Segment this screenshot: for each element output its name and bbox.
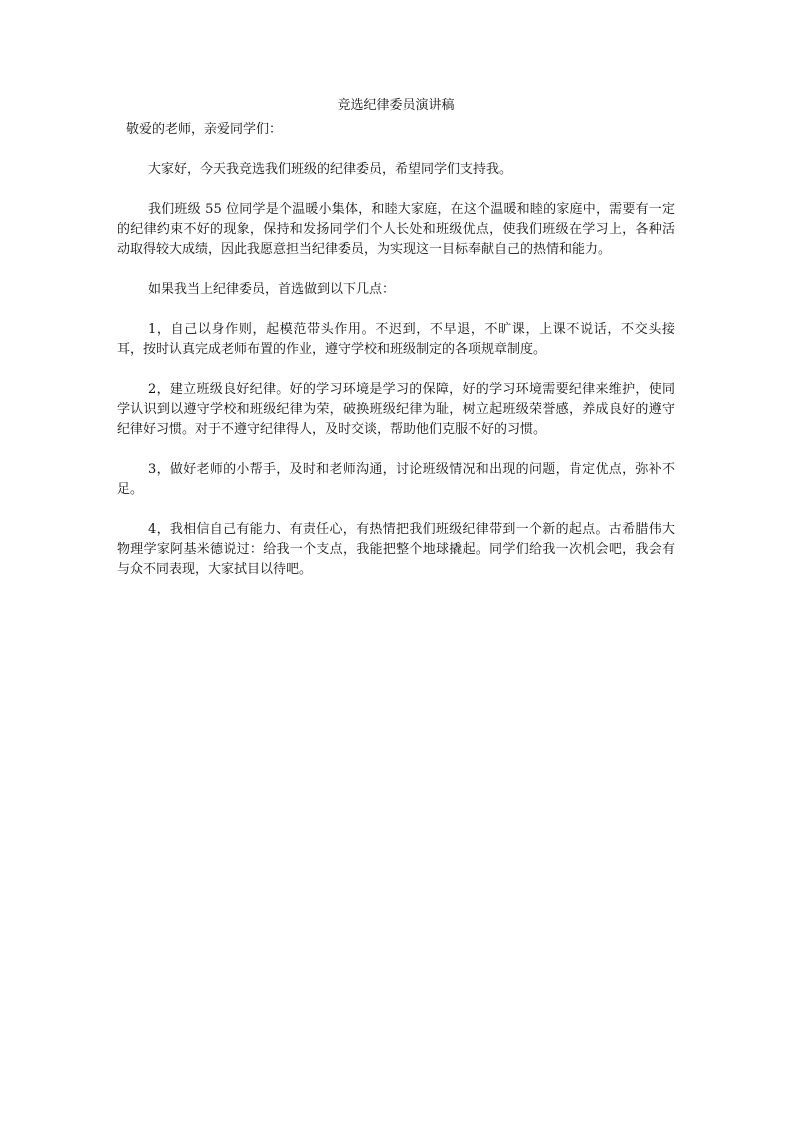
document-title: 竞选纪律委员演讲稿 xyxy=(337,98,455,113)
paragraph-intro: 大家好，今天我竞选我们班级的纪律委员，希望同学们支持我。 xyxy=(148,162,513,177)
paragraph-plan-intro: 如果我当上纪律委员，首选做到以下几点： xyxy=(148,282,396,297)
paragraph-point-4: 4，我相信自己有能力、有责任心，有热情把我们班级纪律带到一个新的起点。古希腊伟大物理学家阿基米德说过：给我一个支点，我能把整个地球撬起。同学们给我一次机会吧，我会有与众不同表现，大家拭目以待吧。 xyxy=(117,522,675,577)
document-page xyxy=(117,96,675,600)
greeting: 敬爱的老师，亲爱同学们： xyxy=(126,122,283,137)
paragraph-point-3: 3，做好老师的小帮手，及时和老师沟通，讨论班级情况和出现的问题，肯定优点，弥补不足。 xyxy=(117,462,675,497)
paragraph-point-1: 1，自己以身作则，起模范带头作用。不迟到，不早退，不旷课，上课不说话，不交头接耳，按时认真完成老师布置的作业，遵守学校和班级制定的各项规章制度。 xyxy=(117,322,675,357)
paragraph-point-2: 2，建立班级良好纪律。好的学习环境是学习的保障，好的学习环境需要纪律来维护，使同学认识到以遵守学校和班级纪律为荣，破换班级纪律为耻，树立起班级荣誉感，养成良好的遵守纪律好习惯。对于不遵守纪律得人，及时交谈，帮助他们克服不好的习惯。 xyxy=(117,382,675,437)
paragraph-class-description: 我们班级 55 位同学是个温暖小集体，和睦大家庭，在这个温暖和睦的家庭中，需要有一定的纪律约束不好的现象，保持和发扬同学们个人长处和班级优点，使我们班级在学习上，各种活动取得较大成绩，因此我愿意担当纪律委员，为实现这一目标奉献自己的热情和能力。 xyxy=(117,202,675,257)
